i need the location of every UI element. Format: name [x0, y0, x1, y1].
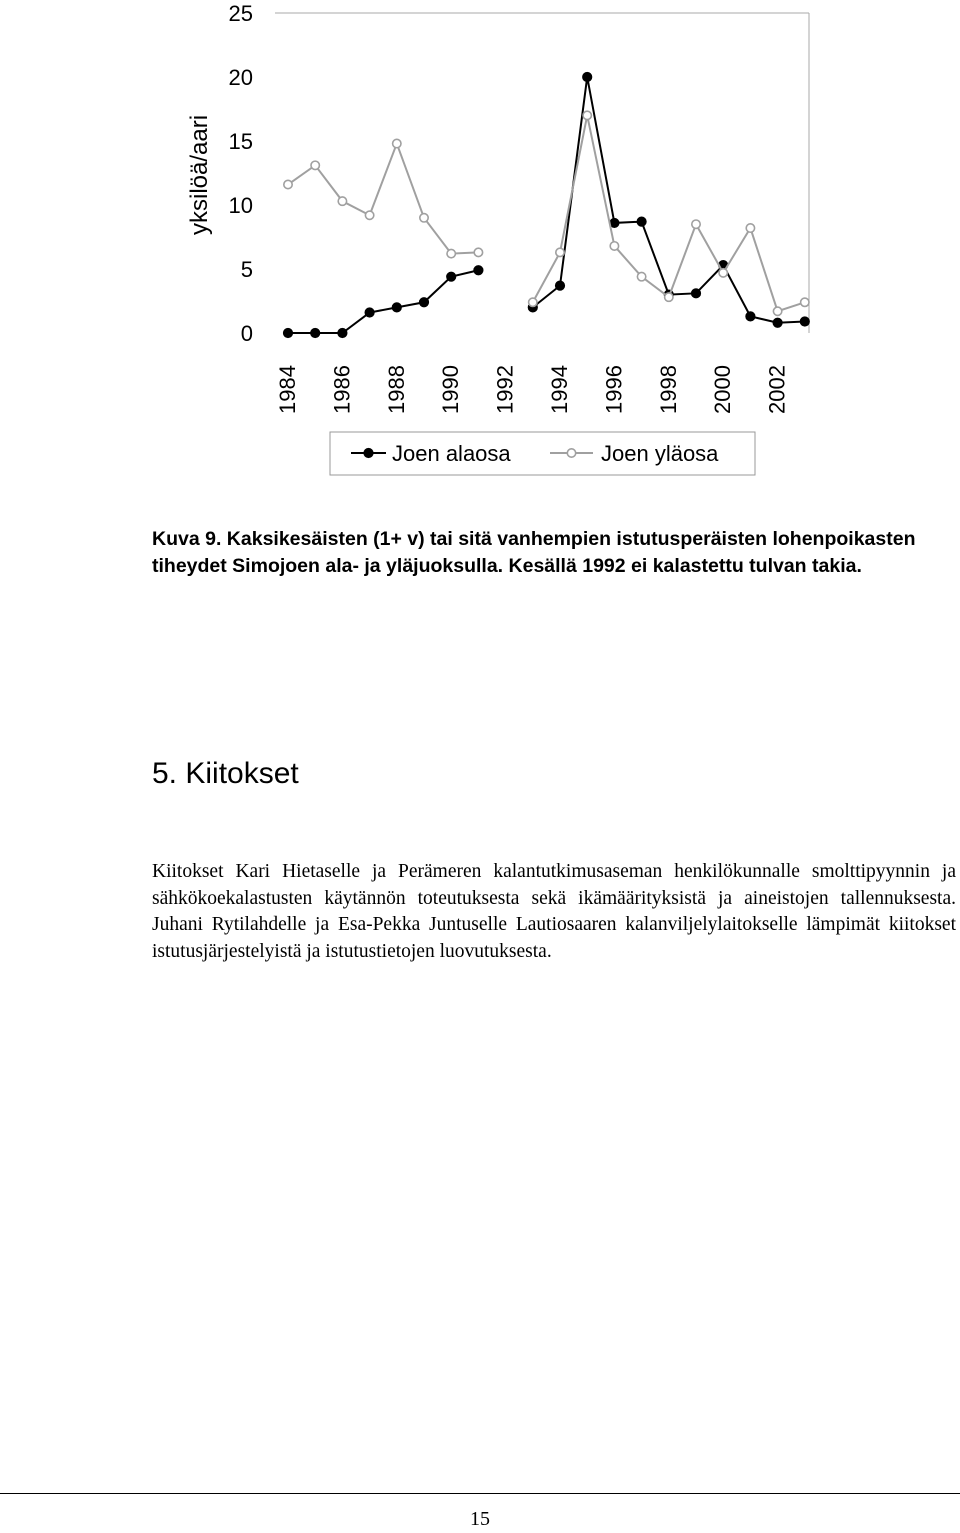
- x-axis: [275, 365, 790, 414]
- legend-marker: [567, 449, 575, 457]
- x-tick-label: 1992: [492, 365, 518, 414]
- data-point: [637, 272, 645, 280]
- data-point: [393, 139, 401, 147]
- data-point: [447, 249, 455, 257]
- y-tick-label: 0: [240, 321, 253, 346]
- data-point: [610, 242, 618, 250]
- data-point: [692, 220, 700, 228]
- data-point: [447, 272, 456, 281]
- data-point: [474, 266, 483, 275]
- data-point: [746, 224, 754, 232]
- data-point: [583, 72, 592, 81]
- data-point: [773, 318, 782, 327]
- x-tick-label: 1998: [655, 365, 681, 414]
- figure-caption: [152, 526, 956, 579]
- figure-caption-text: Kaksikesäisten (1+ v) tai sitä vanhempien istutusperäisten lohenpoikasten tiheydet Simojoen ala- ja yläjuoksulla. Kesällä 1992 ei kalastettu tulvan takia.: [152, 528, 916, 577]
- section-heading: [152, 754, 299, 794]
- data-point: [338, 197, 346, 205]
- series-line: [533, 77, 805, 323]
- data-point: [420, 214, 428, 222]
- x-tick-label: 1996: [601, 365, 627, 414]
- data-point: [311, 328, 320, 337]
- series-layer: [283, 72, 809, 337]
- y-axis-label: yksilöä/aari: [186, 114, 213, 236]
- data-point: [555, 281, 564, 290]
- data-point: [529, 298, 537, 306]
- data-point: [392, 303, 401, 312]
- data-point: [801, 298, 809, 306]
- density-line-chart: [0, 0, 960, 490]
- y-tick-label: 15: [228, 129, 253, 154]
- x-tick-label: 1990: [438, 365, 464, 414]
- data-point: [556, 248, 564, 256]
- series-1: [283, 72, 809, 337]
- section-title: Kiitokset: [185, 757, 299, 790]
- series-line: [288, 144, 478, 254]
- series-line: [533, 115, 805, 311]
- x-tick-label: 1984: [275, 365, 300, 414]
- footer-rule: [0, 1493, 960, 1494]
- data-point: [637, 217, 646, 226]
- data-point: [719, 269, 727, 277]
- y-axis: [229, 1, 253, 346]
- data-point: [311, 161, 319, 169]
- data-point: [773, 307, 781, 315]
- data-point: [338, 328, 347, 337]
- y-tick-label: 5: [240, 257, 253, 282]
- legend-label: Joen yläosa: [601, 441, 719, 466]
- y-tick-label: 10: [228, 193, 253, 218]
- data-point: [665, 293, 673, 301]
- y-tick-label: 25: [228, 1, 253, 26]
- data-point: [746, 312, 755, 321]
- figure-caption-label: Kuva 9.: [152, 528, 222, 550]
- data-point: [365, 211, 373, 219]
- x-tick-label: 1986: [329, 365, 355, 414]
- page-number: 15: [470, 1508, 490, 1530]
- series-2: [284, 111, 809, 315]
- data-point: [284, 180, 292, 188]
- chart-legend: [330, 432, 755, 475]
- x-tick-label: 2000: [710, 365, 736, 414]
- section-number: 5.: [152, 757, 178, 790]
- x-tick-label: 1988: [383, 365, 409, 414]
- data-point: [283, 328, 292, 337]
- data-point: [800, 317, 809, 326]
- data-point: [365, 308, 374, 317]
- data-point: [474, 248, 482, 256]
- acknowledgements-paragraph: Kiitokset Kari Hietaselle ja Perämeren kalantutkimusaseman henkilökunnalle smolttipyynnin ja sähkökoekalastusten käytännön toteutuksesta sekä ikämäärityksistä ja aineistojen tallennuksesta. Juhani Rytilahdelle ja Esa-Pekka Juntuselle Lautiosaaren kalanviljelylaitokselle lämpimät kiitokset istutusjärjestelyistä ja istutustietojen luovutuksesta.: [152, 861, 956, 963]
- data-point: [691, 289, 700, 298]
- legend-marker: [364, 448, 373, 457]
- x-tick-label: 2002: [764, 365, 790, 414]
- y-tick-label: 20: [228, 65, 253, 90]
- data-point: [583, 111, 591, 119]
- legend-label: Joen alaosa: [392, 441, 511, 466]
- data-point: [419, 298, 428, 307]
- x-tick-label: 1994: [547, 365, 572, 414]
